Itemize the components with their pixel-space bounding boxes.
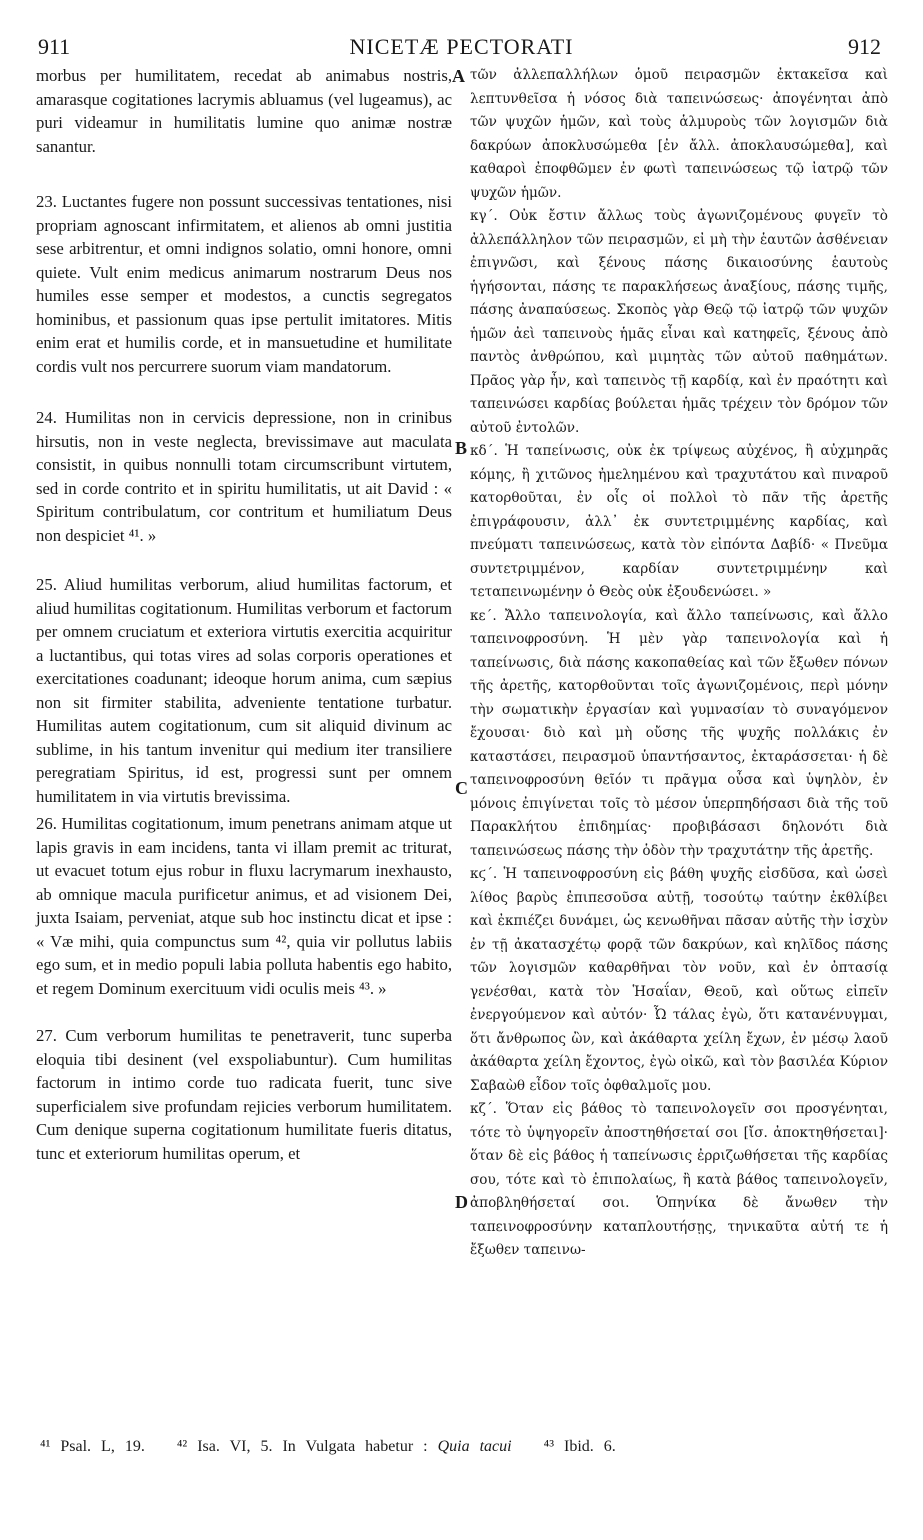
latin-paragraph: 26. Humilitas cogitationum, imum penetrans animam atque ut lapis gravis in eam incidens, tanta vi illam premit ac triturat, ut evacuet totum ejus robur in fluxu lacrymarum inexhausto, ab omnique macula purificetur animus, et ad visionem Dei, juxta Isaiam, perveniat, atque sub hoc instinctu dicat et ipse : « Væ mihi, quia compunctus sum ⁴², quia vir pollutus labiis ego sum, et in medio populi labia polluta habentis ego habito, et regem Dominum exercituum vidi oculis meis ⁴³. » [36, 814, 452, 998]
latin-paragraph: morbus per humilitatem, recedat ab animabus nostris, amarasque cogitationes lacrymis abluamus (vel lugeamus), ac puri videamur in humilitatis lumine quo animæ nostræ sanantur. [36, 66, 452, 156]
page-header [30, 34, 893, 64]
footnote-42-text: ⁴² Isa. VI, 5. In Vulgata habetur : [176, 1438, 438, 1455]
greek-column [470, 64, 888, 1263]
page-number-right: 912 [848, 34, 881, 59]
margin-marker-c: C [455, 778, 468, 798]
running-title: NICETÆ PECTORATI [349, 34, 574, 59]
footnote-42-quote: Quia tacui [437, 1438, 512, 1455]
margin-marker-b: B [455, 438, 468, 458]
page-number-left: 911 [38, 34, 71, 59]
margin-marker-d: D [455, 1192, 468, 1212]
margin-marker-a: A [452, 66, 465, 86]
footnote-41: ⁴¹ Psal. L, 19. [40, 1438, 145, 1455]
latin-paragraph: 25. Aliud humilitas verborum, aliud humilitas factorum, et aliud humilitas cogitationum. Humilitas verborum et factorum per omnem cruciatum et exteriora virtutis exercitia acquiritur a luctantibus, qui totas vires ad solas corporis operationes et exercitationes coadunant; ideoque horum anima, cum sæpius non sit firmiter stabilita, adveniente tentatione turbatur. Humilitas autem cogitationum, cum sit aliquid divinum ac sublime, in his tantum invenitur qui medium iter transiliere peregratiam Spiritus, id est, progressi sunt per omnem humilitatem in via virtutis brevissima. [36, 575, 452, 806]
greek-paragraph: τῶν ἀλλεπαλλήλων ὁμοῦ πειρασμῶν ἐκτακεῖσα καὶ λεπτυνθεῖσα ἡ νόσος διὰ ταπεινώσεως· ἀπογένηται ἀπὸ τῶν ψυχῶν ἡμῶν, καὶ τοὺς ἁλμυροὺς τῶν λογισμῶν διὰ δακρύων ἀποκλυσώμεθα [ἐν ἄλλ. ἀποκλαυσώμεθα], καὶ καθαροὶ ἐποφθῶμεν ἐν φωτὶ ταπεινώσεως τῷ ἰατρῷ τῶν ψυχῶν ἡμῶν. [470, 67, 888, 201]
greek-paragraph: κγ΄. Οὐκ ἔστιν ἄλλως τοὺς ἀγωνιζομένους φυγεῖν τὸ ἀλλεπάλληλον τῶν πειρασμῶν, εἰ μὴ τὴν ἑαυτῶν ἀσθένειαν ἐπιγνῶσι, καὶ ξένους πάσης δικαιοσύνης ἑαυτοὺς ἡγήσονται, πάσης τε παρακλήσεως ἀναξίους, πάσης τιμῆς, πάσης ἀναπαύσεως. Σκοπὸς γὰρ Θεῷ τῷ ἰατρῷ τῶν ψυχῶν ἡμῶν ἀεὶ ταπεινοὺς ἡμᾶς εἶναι καὶ κατηφεῖς, ξένους ἀπὸ παντὸς ἀνθρώπου, καὶ μιμητὰς τῶν αὐτοῦ παθημάτων. Πρᾶος γὰρ ἦν, καὶ ταπεινὸς τῇ καρδίᾳ, καὶ ἐν πραότητι καὶ ταπεινώσει καρδίας βούλεται ἡμᾶς τρέχειν τὸν δρόμον τῶν αὐτοῦ ἐντολῶν. [470, 208, 888, 436]
latin-column [36, 64, 452, 1165]
latin-paragraph: 27. Cum verborum humilitas te penetraverit, tunc superba eloquia tibi desinent (vel exspoliabuntur). Cum humilitas factorum in intimo corde tuo radicata fuerit, tunc sive superficialem sive profundam rejicies verborum humilitatem. Cum denique superna cogitationum humilitate fueris ditatus, tunc et exteriorum humilitas operum, et [36, 1026, 452, 1163]
greek-paragraph: κϛ΄. Ἡ ταπεινοφροσύνη εἰς βάθη ψυχῆς εἰσδῦσα, καὶ ὡσεὶ λίθος βαρὺς ἐπιπεσοῦσα αὐτῇ, τοσούτῳ ταύτην ἐκθλίβει καὶ ἐκπιέζει δυνάμει, ὡς κενωθῆναι πᾶσαν αὐτῆς τὴν ἰσχὺν ἐν τῇ ἀκατασχέτῳ φορᾷ τῶν δακρύων, καὶ κηλῖδος πάσης τῶν λογισμῶν καθαρθῆναι τὸν νοῦν, καὶ ἐν ὀπτασίᾳ γενέσθαι, κατὰ τὸν Ἡσαΐαν, Θεοῦ, καὶ οὕτως εἰπεῖν ἐνεργούμενον καὶ αὐτόν· Ὦ τάλας ἐγὼ, ὅτι κατανένυγμαι, ὅτι ἄνθρωπος ὢν, καὶ ἀκάθαρτα χείλη ἔχων, ἐν μέσῳ λαοῦ ἀκάθαρτα χείλη ἔχοντος, ἐγὼ οἰκῶ, καὶ τὸν βασιλέα Κύριον Σαβαὼθ εἶδον τοῖς ὀφθαλμοῖς μου. [470, 866, 888, 1094]
greek-paragraph: κε΄. Ἄλλο ταπεινολογία, καὶ ἄλλο ταπείνωσις, καὶ ἄλλο ταπεινοφροσύνη. Ἡ μὲν γὰρ ταπεινολογία καὶ ἡ ταπείνωσις, διὰ πάσης κακοπαθείας καὶ τῶν ἔξωθεν πόνων τῆς ἀρετῆς, κατορθοῦνται τοῖς ἀγωνιζομένοις, περὶ μόνην τὴν σωματικὴν ἐργασίαν καὶ γυμνασίαν τὸ συναγόμενον ἔχουσαι· διὸ καὶ μὴ οὔσης τῆς ψυχῆς πολλάκις ἐν καταστάσει, πειρασμοῦ ὑπαντήσαντος, ἐκταράσσεται· ἡ δὲ ταπεινοφροσύνη θεῖόν τι πρᾶγμα οὖσα καὶ ὑψηλὸν, ἐν μόνοις ἐπιγίνεται τοῖς τὸ μέσον ὑπερπηδήσασι διὰ τῆς τοῦ Παρακλήτου ἐπιδημίας· προβιβάσασι δηλονότι διὰ ταπεινώσεως πάσης τὴν ὁδὸν τὴν τραχυτάτην τῆς ἀρετῆς. [470, 607, 888, 859]
footnotes [40, 1438, 900, 1456]
latin-paragraph: 23. Luctantes fugere non possunt successivas tentationes, nisi propriam agnoscant infirmitatem, et alienos ab omni justitia sese arbitrentur, et omni indignos solatio, omni honore, omni quiete. Vult enim medicus animarum nostrarum Deus nos humiles esse semper et modestos, a cunctis segregatos hominibus, et passionum quas ipse pertulit imitatores. Mitis enim erat et humilis corde, et in mansuetudine et humilitate cordis vult nos percurrere suorum viam mandatorum. [36, 192, 452, 376]
footnote-43: ⁴³ Ibid. 6. [543, 1438, 616, 1455]
footnote-42 [177, 1438, 512, 1455]
greek-paragraph: κζ΄. Ὅταν εἰς βάθος τὸ ταπεινολογεῖν σοι προσγένηται, τότε τὸ ὑψηγορεῖν ἀποστηθήσεταί σοι [ἴσ. ἀποκτηθήσεται]· ὅταν δὲ εἰς βάθος ἡ ταπείνωσις ἐρριζωθήσεται τῆς καρδίας σου, τότε καὶ τὸ ἐπιπολαίως, ἢ κατὰ βάθος ταπεινολογεῖν, ἀποβληθήσεταί σοι. Ὁπηνίκα δὲ ἄνωθεν τὴν ταπεινοφροσύνην καταπλουτήσῃς, τηνικαῦτα αὐτή τε ἡ ἔξωθεν ταπεινω- [470, 1101, 888, 1258]
latin-paragraph: 24. Humilitas non in cervicis depressione, non in crinibus hirsutis, non in veste neglecta, brevissimave aut maculata consistit, in quibus nonnulli totam circumscribunt virtutem, sed in corde contrito et in spiritu humilitatis, ut ait David : « Spiritum contribulatum, cor contritum et humiliatum Deus non despiciet ⁴¹. » [36, 408, 452, 545]
greek-paragraph: κδ΄. Ἡ ταπείνωσις, οὐκ ἐκ τρίψεως αὐχένος, ἢ αὐχμηρᾶς κόμης, ἢ χιτῶνος ἠμελημένου καὶ τραχυτάτου καὶ πιναροῦ κατορθοῦται, ἐν οἷς οἱ πολλοὶ τὸ πᾶν τῆς ἀρετῆς ἐπιγράφουσιν, ἀλλ᾽ ἐκ συντετριμμένης καρδίας, καὶ πνεύματι ταπεινώσεως, κατὰ τὸν εἰπόντα Δαβίδ· « Πνεῦμα συντετριμμένον, καρδίαν συντετριμμένην καὶ τεταπεινωμένην ὁ Θεὸς οὐκ ἐξουδενώσει. » [470, 443, 888, 600]
